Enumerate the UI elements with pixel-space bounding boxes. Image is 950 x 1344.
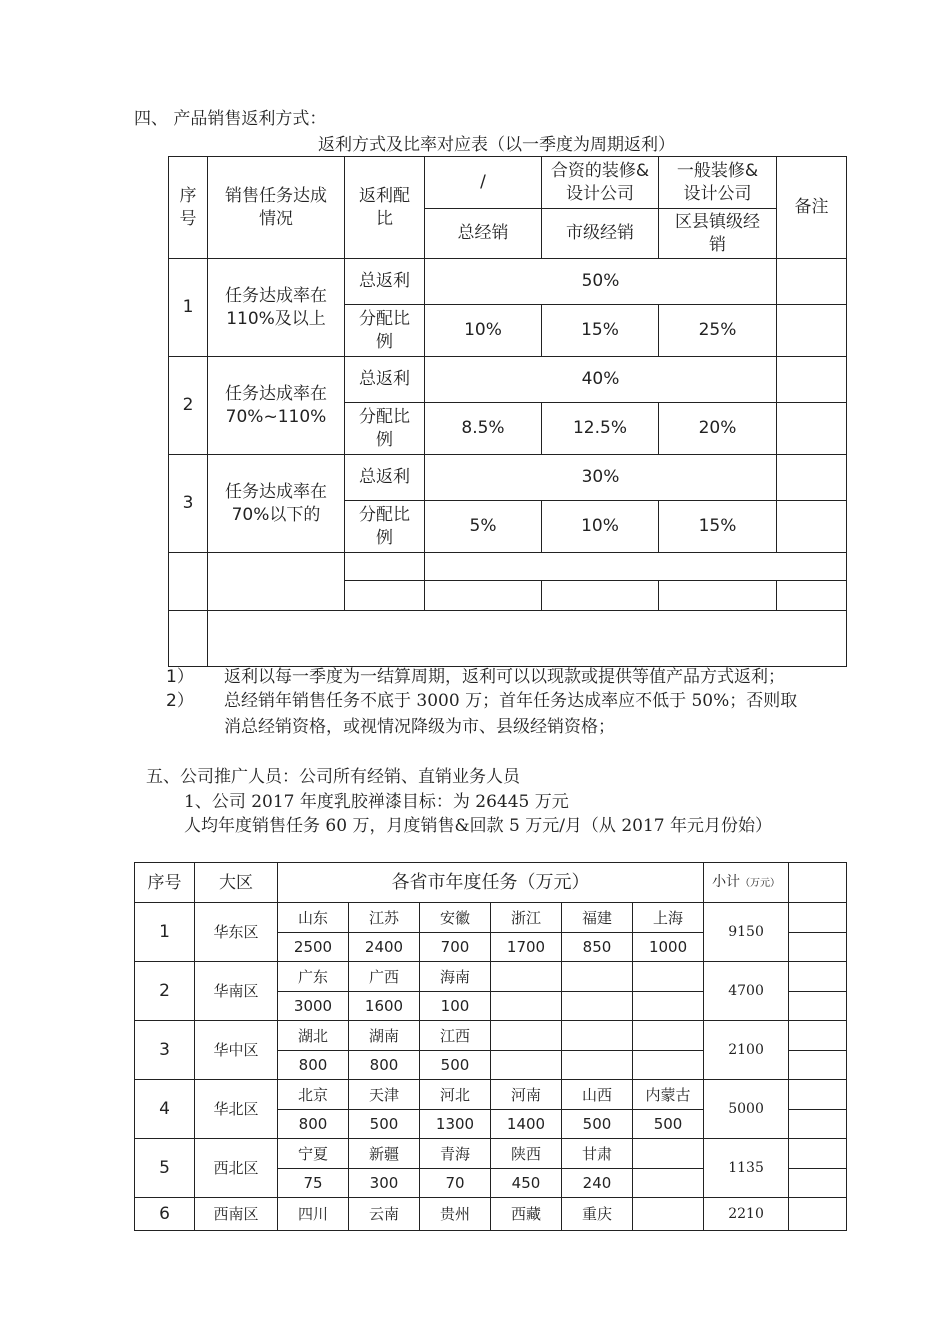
region-subtotal: 2210 [704,1198,789,1231]
empty-cell [789,1110,847,1139]
remark-cell [777,357,847,403]
empty-cell [789,863,847,903]
province-name: 河北 [420,1080,491,1110]
empty-cell [208,553,345,611]
note-text-continued: 消总经销资格，或视情况降级为市、县级经销资格； [224,717,615,737]
region-seq: 3 [135,1021,195,1080]
note-number: 1） [166,667,194,687]
remark-cell [777,305,847,357]
region-seq: 5 [135,1139,195,1198]
region-name: 华北区 [195,1080,278,1139]
province-value [633,1051,704,1080]
empty-cell [789,1080,847,1110]
empty-cell [345,553,425,581]
province-name: 湖北 [278,1021,349,1051]
county-share: 20% [659,403,777,455]
rebate-table-caption: 返利方式及比率对应表（以一季度为周期返利） [318,135,675,155]
rebate-table [168,156,847,667]
total-rebate-label: 总返利 [345,357,425,403]
region-name: 华中区 [195,1021,278,1080]
province-value: 1700 [491,933,562,962]
province-name: 青海 [420,1139,491,1169]
province-value [633,992,704,1021]
city-share: 15% [542,305,659,357]
province-name [491,962,562,992]
header-general: 一般装修&设计公司 [659,157,777,209]
header-seq: 序号 [135,863,195,903]
row-seq: 3 [169,455,208,553]
empty-cell [208,611,847,667]
province-name [633,1139,704,1169]
province-name: 江西 [420,1021,491,1051]
province-value: 800 [278,1051,349,1080]
split-ratio-label: 分配比例 [345,501,425,553]
province-value: 240 [562,1169,633,1198]
region-name: 华东区 [195,903,278,962]
province-value: 450 [491,1169,562,1198]
province-name [633,1198,704,1231]
city-share: 10% [542,501,659,553]
region-name: 华南区 [195,962,278,1021]
province-name: 四川 [278,1198,349,1231]
province-value: 1600 [349,992,420,1021]
remark-cell [777,455,847,501]
remark-cell [777,501,847,553]
header-ratio: 返利配比 [345,157,425,259]
province-name: 新疆 [349,1139,420,1169]
empty-cell [542,581,659,611]
subtotal-label: 小计 [712,873,741,890]
empty-cell [169,553,208,611]
province-value: 1000 [633,933,704,962]
header-jv: 合资的装修&设计公司 [542,157,659,209]
province-name [633,1021,704,1051]
province-name: 内蒙古 [633,1080,704,1110]
annual-target: 1、公司 2017 年度乳胶禅漆目标：为 26445 万元 [184,792,569,812]
header-county: 区县镇级经销 [659,209,777,259]
empty-cell [789,903,847,933]
province-name: 安徽 [420,903,491,933]
section4-heading: 四、 产品销售返利方式： [134,109,327,129]
region-subtotal: 2100 [704,1021,789,1080]
county-share: 15% [659,501,777,553]
section5-heading: 五、公司推广人员：公司所有经销、直销业务人员 [146,767,520,787]
province-value [562,992,633,1021]
per-person-task: 人均年度销售任务 60 万，月度销售&回款 5 万元/月（从 2017 年元月份始） [184,816,772,836]
subtotal-unit: （万元） [740,877,781,889]
province-value [491,1051,562,1080]
region-subtotal: 9150 [704,903,789,962]
province-name: 广西 [349,962,420,992]
province-name: 海南 [420,962,491,992]
city-share: 12.5% [542,403,659,455]
province-name: 山东 [278,903,349,933]
province-name: 陕西 [491,1139,562,1169]
province-value: 1300 [420,1110,491,1139]
empty-cell [789,1198,847,1231]
empty-cell [169,611,208,667]
province-name: 上海 [633,903,704,933]
row-seq: 1 [169,259,208,357]
total-rebate-value: 50% [425,259,777,305]
remark-cell [777,403,847,455]
empty-cell [789,1169,847,1198]
empty-cell [789,962,847,992]
row-condition: 任务达成率在70%~110% [208,357,345,455]
empty-cell [789,1021,847,1051]
empty-cell [425,581,542,611]
total-rebate-value: 40% [425,357,777,403]
province-name [491,1021,562,1051]
empty-cell [777,581,847,611]
province-name: 河南 [491,1080,562,1110]
region-seq: 2 [135,962,195,1021]
province-name: 宁夏 [278,1139,349,1169]
province-name [562,962,633,992]
remark-cell [777,259,847,305]
region-subtotal: 1135 [704,1139,789,1198]
empty-cell [789,1139,847,1169]
empty-cell [789,992,847,1021]
empty-cell [425,553,847,581]
header-main: 总经销 [425,209,542,259]
province-value: 500 [420,1051,491,1080]
province-name: 福建 [562,903,633,933]
note-text: 总经销年销售任务不底于 3000 万；首年任务达成率应不低于 50%；否则取 [224,691,798,711]
main-share: 8.5% [425,403,542,455]
row-seq: 2 [169,357,208,455]
province-value [633,1169,704,1198]
empty-cell [659,581,777,611]
row-condition: 任务达成率在70%以下的 [208,455,345,553]
province-value: 2400 [349,933,420,962]
province-value: 700 [420,933,491,962]
province-value: 850 [562,933,633,962]
empty-cell [789,933,847,962]
province-name: 西藏 [491,1198,562,1231]
total-rebate-label: 总返利 [345,455,425,501]
note-text: 返利以每一季度为一结算周期，返利可以以现款或提供等值产品方式返利； [224,667,785,687]
total-rebate-label: 总返利 [345,259,425,305]
province-value: 1400 [491,1110,562,1139]
note-number: 2） [166,691,194,711]
region-seq: 6 [135,1198,195,1231]
region-seq: 1 [135,903,195,962]
province-name: 江苏 [349,903,420,933]
province-name: 山西 [562,1080,633,1110]
province-value: 2500 [278,933,349,962]
region-name: 西北区 [195,1139,278,1198]
province-value: 800 [278,1110,349,1139]
province-name: 贵州 [420,1198,491,1231]
county-share: 25% [659,305,777,357]
province-name: 重庆 [562,1198,633,1231]
province-value: 300 [349,1169,420,1198]
province-value: 75 [278,1169,349,1198]
empty-cell [789,1051,847,1080]
header-subtotal [704,863,789,903]
province-name: 湖南 [349,1021,420,1051]
main-share: 10% [425,305,542,357]
province-value: 500 [349,1110,420,1139]
header-remark: 备注 [777,157,847,259]
split-ratio-label: 分配比例 [345,305,425,357]
split-ratio-label: 分配比例 [345,403,425,455]
header-city: 市级经销 [542,209,659,259]
province-name: 云南 [349,1198,420,1231]
province-name: 浙江 [491,903,562,933]
region-subtotal: 4700 [704,962,789,1021]
region-name: 西南区 [195,1198,278,1231]
header-region: 大区 [195,863,278,903]
regional-task-table [134,862,847,1231]
empty-cell [345,581,425,611]
main-share: 5% [425,501,542,553]
province-name [633,962,704,992]
province-name: 天津 [349,1080,420,1110]
province-name: 北京 [278,1080,349,1110]
region-seq: 4 [135,1080,195,1139]
row-condition: 任务达成率在110%及以上 [208,259,345,357]
province-value: 3000 [278,992,349,1021]
province-value: 70 [420,1169,491,1198]
province-name: 广东 [278,962,349,992]
province-value: 500 [633,1110,704,1139]
province-name: 甘肃 [562,1139,633,1169]
header-task: 销售任务达成情况 [208,157,345,259]
province-value [562,1051,633,1080]
province-value: 800 [349,1051,420,1080]
header-slash: / [425,157,542,209]
province-name [562,1021,633,1051]
region-subtotal: 5000 [704,1080,789,1139]
header-seq: 序号 [169,157,208,259]
province-value [491,992,562,1021]
total-rebate-value: 30% [425,455,777,501]
province-value: 100 [420,992,491,1021]
header-tasks: 各省市年度任务（万元） [278,863,704,903]
province-value: 500 [562,1110,633,1139]
